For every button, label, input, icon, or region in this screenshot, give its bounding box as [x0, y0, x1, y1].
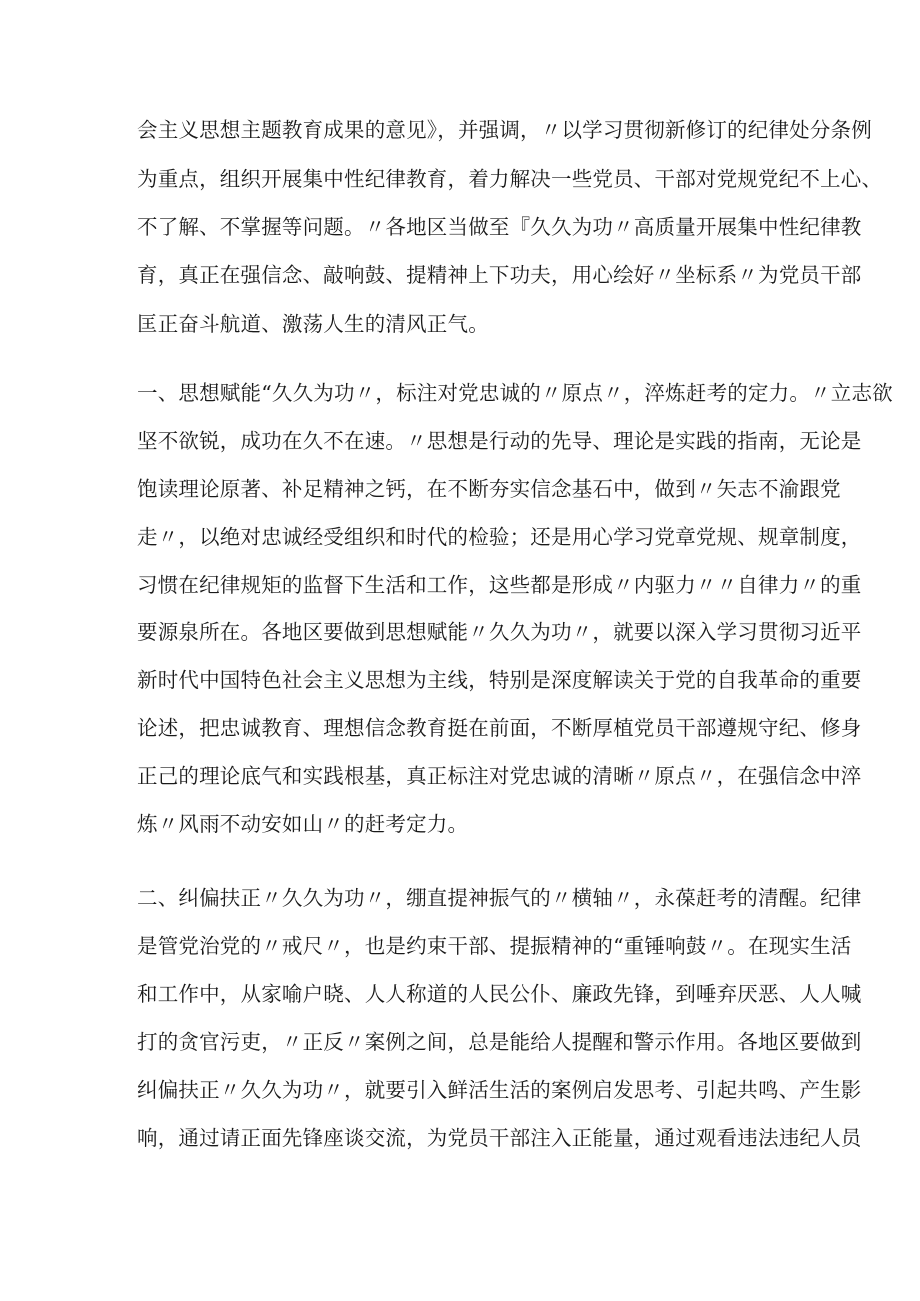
paragraph-3-line-4: 打的贪官污吏，〃正反〃案例之间，总是能给人提醒和警示作用。各地区要做到 [137, 1030, 862, 1054]
paragraph-2-line-6: 要源泉所在。各地区要做到思想赋能〃久久为功〃，就要以深入学习贯彻习近平 [137, 620, 862, 644]
paragraph-1-line-2: 为重点，组织开展集中性纪律教育，着力解决一些党员、干部对党规党纪不上心、 [137, 167, 883, 191]
paragraph-2-line-7: 新时代中国特色社会主义思想为主线，特别是深度解读关于党的自我革命的重要 [137, 668, 862, 692]
paragraph-2-line-5: 习惯在纪律规矩的监督下生活和工作，这些都是形成〃内驱力〃〃自律力〃的重 [137, 573, 862, 597]
paragraph-2-line-1: 一、思想赋能“久久为功〃，标注对党忠诚的〃原点〃，淬炼赶考的定力。〃立志欲 [137, 381, 893, 405]
paragraph-2-line-9: 正己的理论底气和实践根基，真正标注对党忠诚的清晰〃原点〃，在强信念中淬 [137, 764, 862, 788]
paragraph-1-line-3: 不了解、不掌握等问题。〃各地区当做至『久久为功〃高质量开展集中性纪律教 [137, 215, 862, 239]
paragraph-1-line-5: 匡正奋斗航道、激荡人生的清风正气。 [137, 312, 489, 336]
paragraph-2-line-2: 坚不欲锐，成功在久不在速。〃思想是行动的先导、理论是实践的指南，无论是 [137, 429, 862, 453]
paragraph-2-line-10: 炼〃风雨不动安如山〃的赶考定力。 [137, 812, 469, 836]
paragraph-2-line-8: 论述，把忠诚教育、理想信念教育挺在前面，不断厚植党员干部遵规守纪、修身 [137, 716, 862, 740]
paragraph-2-line-4: 走〃，以绝对忠诚经受组织和时代的检验；还是用心学习党章党规、规章制度， [137, 525, 862, 549]
paragraph-3-line-6: 响，通过请正面先锋座谈交流，为党员干部注入正能量，通过观看违法违纪人员 [137, 1126, 862, 1150]
paragraph-1-line-4: 育，真正在强信念、敲响鼓、提精神上下功夫，用心绘好〃坐标系〃为党员干部 [137, 263, 862, 287]
paragraph-3-line-5: 纠偏扶正〃久久为功〃，就要引入鲜活生活的案例启发思考、引起共鸣、产生影 [137, 1078, 862, 1102]
paragraph-3-line-2: 是管党治党的〃戒尺〃，也是约束干部、提振精神的“重锤响鼓〃。在现实生活 [137, 934, 852, 958]
paragraph-3-line-1: 二、纠偏扶正〃久久为功〃，绷直提神振气的〃横轴〃，永葆赶考的清醒。纪律 [137, 886, 862, 910]
paragraph-2-line-3: 饱读理论原著、补足精神之钙，在不断夯实信念基石中，做到〃矢志不渝跟党 [137, 477, 841, 501]
paragraph-1-line-1: 会主义思想主题教育成果的意见》，并强调，〃以学习贯彻新修订的纪律处分条例 [137, 118, 872, 142]
paragraph-3-line-3: 和工作中，从家喻户晓、人人称道的人民公仆、廉政先锋，到唾弃厌恶、人人喊 [137, 982, 862, 1006]
